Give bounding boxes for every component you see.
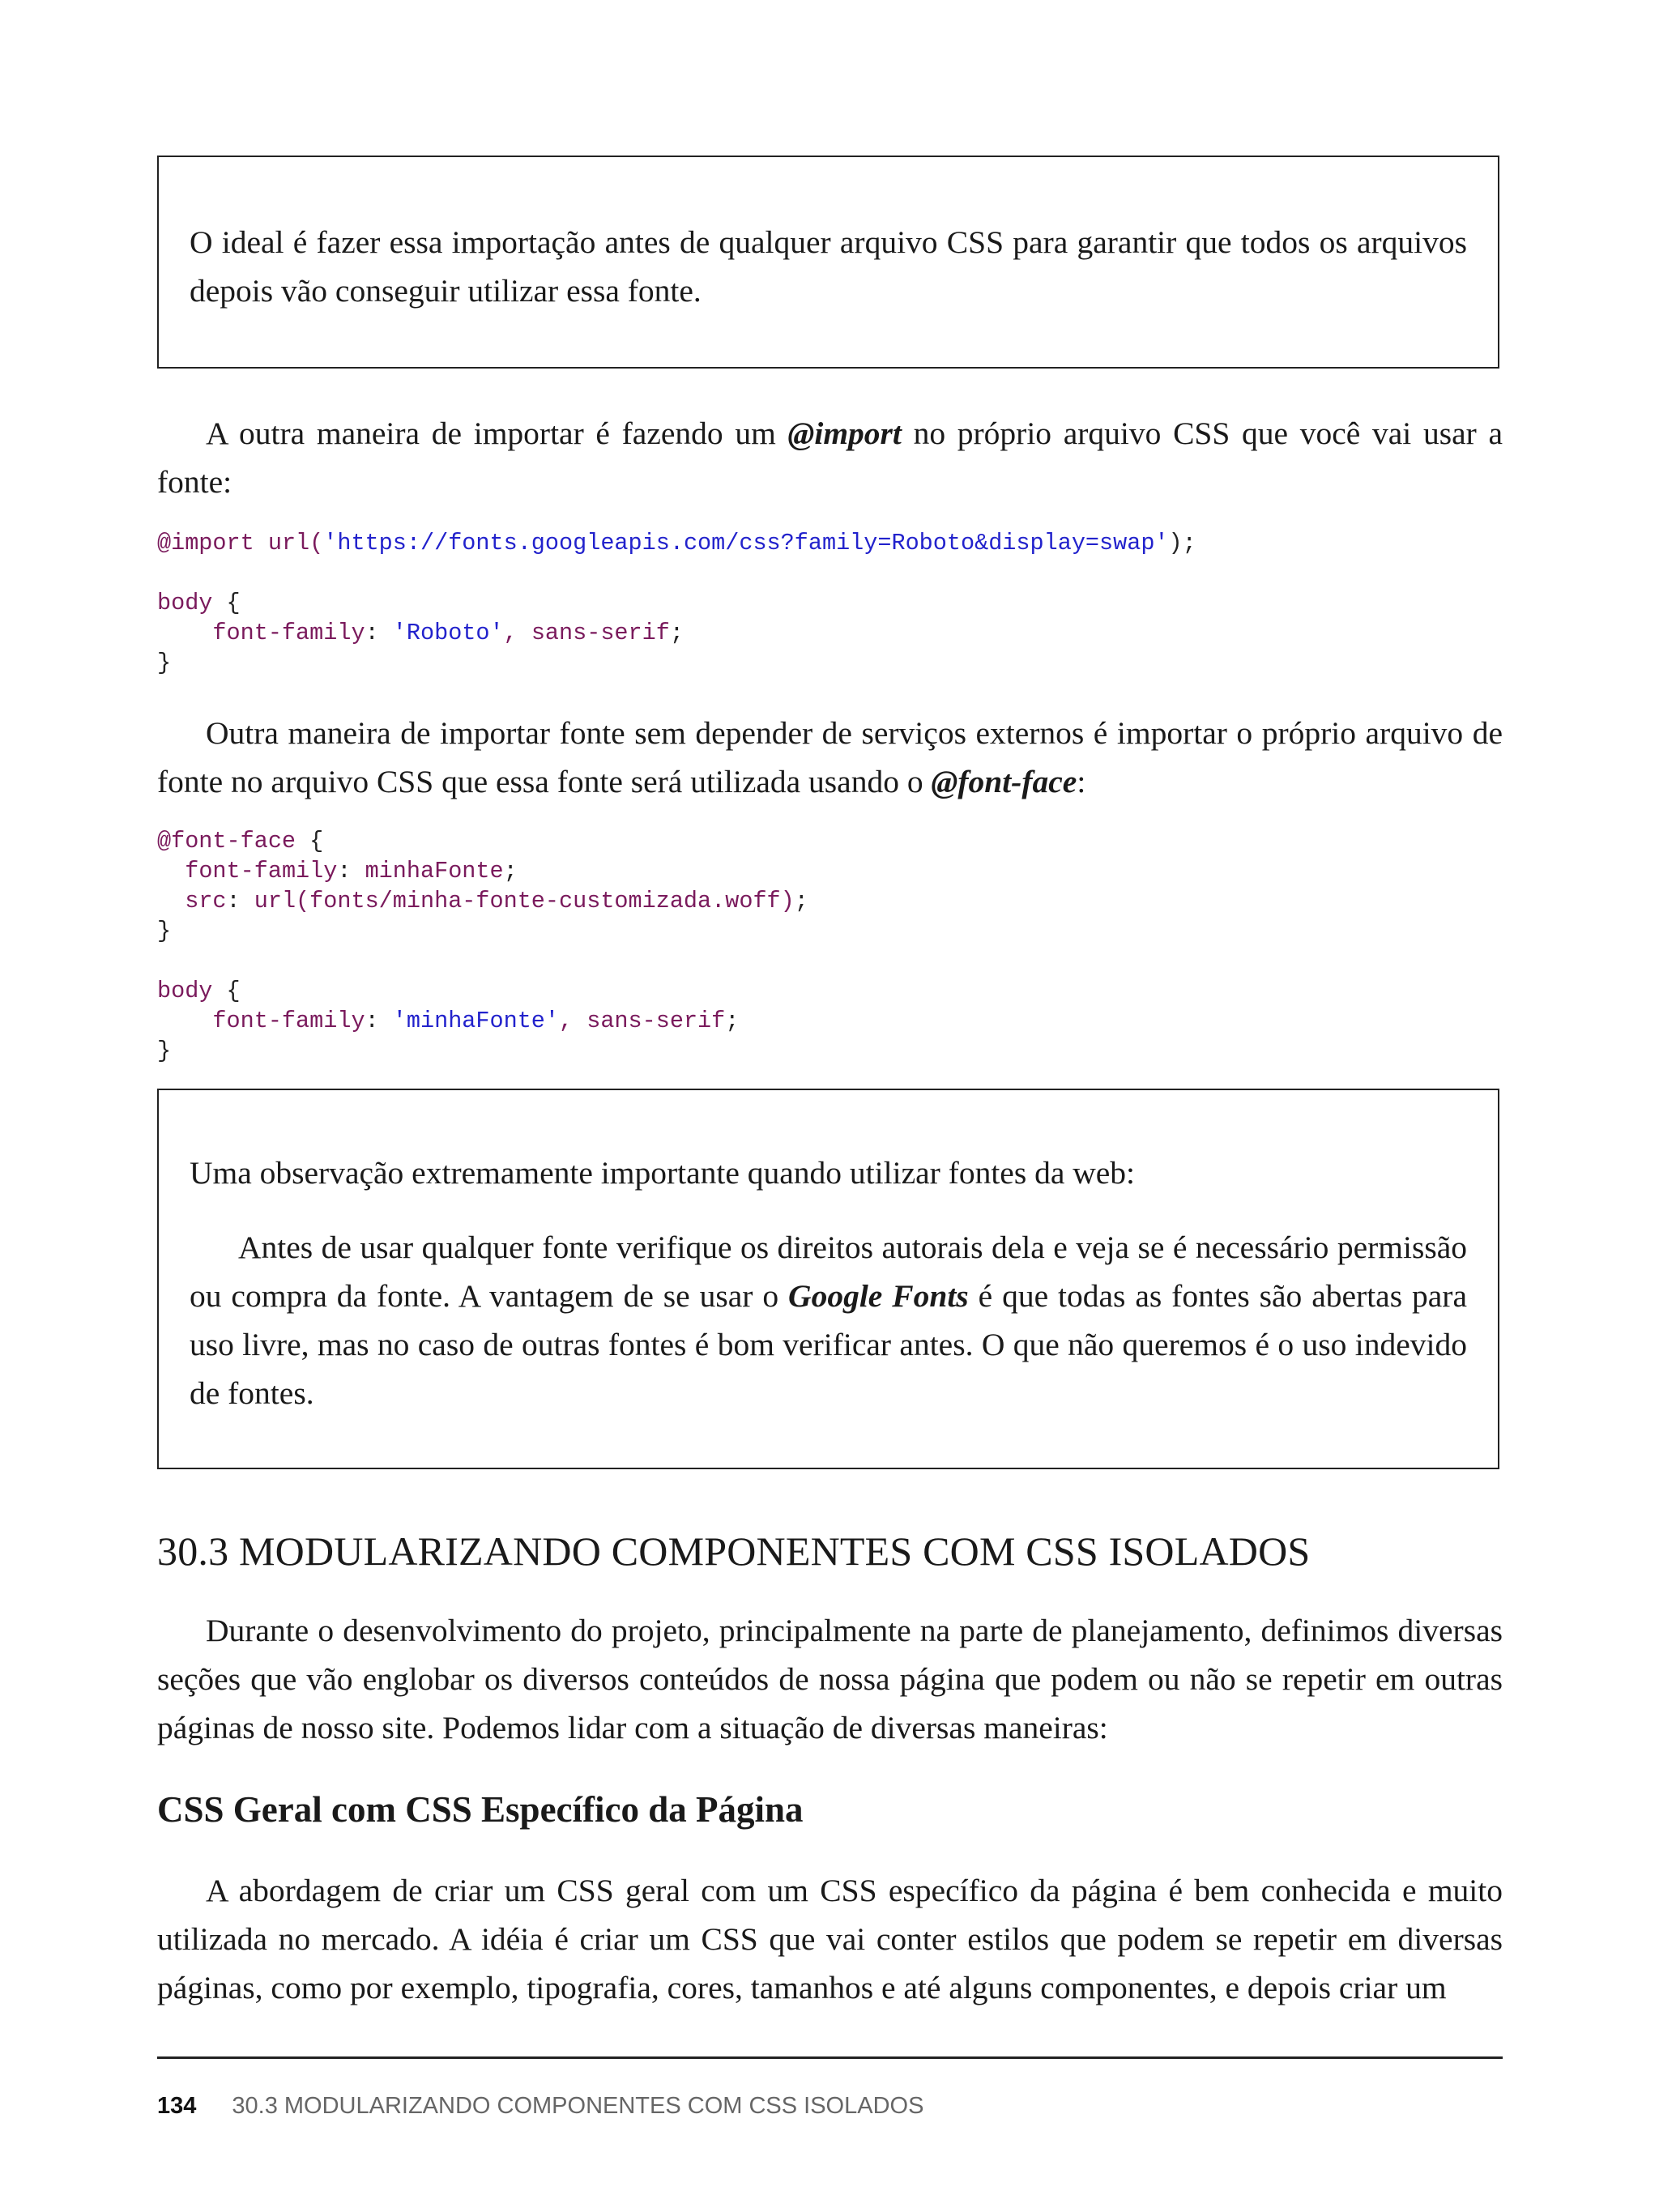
page-number: 134: [157, 2093, 197, 2119]
import-keyword: @import: [787, 416, 902, 451]
paragraph-import: A outra maneira de importar é fazendo um @import no próprio arquivo CSS que você vai usar a fonte:: [157, 416, 1503, 500]
note-body: Antes de usar qualquer fonte verifique os direitos autorais dela e veja se é necessário permissão ou compra da fonte. A vantagem de se usar o Google Fonts é que todas as fontes são abertas para uso livre, mas no caso de outras fontes é bom verificar antes. O que não queremos é o uso indevido de fontes.: [190, 1230, 1467, 1411]
subsection-paragraph: A abordagem de criar um CSS geral com um CSS específico da página é bem conhecida e muito utilizada no mercado. A idéia é criar um CSS que vai conter estilos que podem se repetir em diversas páginas, como por exemplo, tipografia, cores, tamanhos e até alguns componentes, e depois criar um: [157, 1873, 1503, 2005]
footer-divider: [157, 2056, 1503, 2059]
section-heading: 30.3 MODULARIZANDO COMPONENTES COM CSS ISOLADOS: [157, 1528, 1311, 1574]
note-box-observation: [157, 1089, 1499, 1469]
paragraph-fontface: Outra maneira de importar fonte sem depender de serviços externos é importar o próprio arquivo de fonte no arquivo CSS que essa fonte será utilizada usando o @font-face:: [157, 715, 1503, 799]
section-intro: Durante o desenvolvimento do projeto, principalmente na parte de planejamento, definimos diversas seções que vão englobar os diversos conteúdos de nossa página que podem ou não se repetir em outras páginas de nosso site. Podemos lidar com a situação de diversas maneiras:: [157, 1613, 1503, 1745]
note-text: O ideal é fazer essa importação antes de qualquer arquivo CSS para garantir que todos os arquivos depois vão conseguir utilizar essa fonte.: [190, 224, 1467, 309]
code-block-import: @import url('https://fonts.googleapis.com/css?family=Roboto&display=swap'); body { font-family: 'Roboto', sans-serif; }: [157, 530, 1196, 676]
code-block-fontface: @font-face { font-family: minhaFonte; src: url(fonts/minha-fonte-customizada.woff); } body { font-family: 'minhaFonte', sans-serif; }: [157, 828, 808, 1064]
running-title: 30.3 MODULARIZANDO COMPONENTES COM CSS ISOLADOS: [232, 2093, 924, 2119]
page-footer: [157, 2093, 923, 2120]
fontface-keyword: @font-face: [931, 764, 1077, 799]
subsection-heading: CSS Geral com CSS Específico da Página: [157, 1789, 804, 1830]
note-box-ideal: [157, 156, 1499, 369]
google-fonts-term: Google Fonts: [788, 1278, 969, 1314]
note-title: Uma observação extremamente importante quando utilizar fontes da web:: [190, 1155, 1136, 1191]
